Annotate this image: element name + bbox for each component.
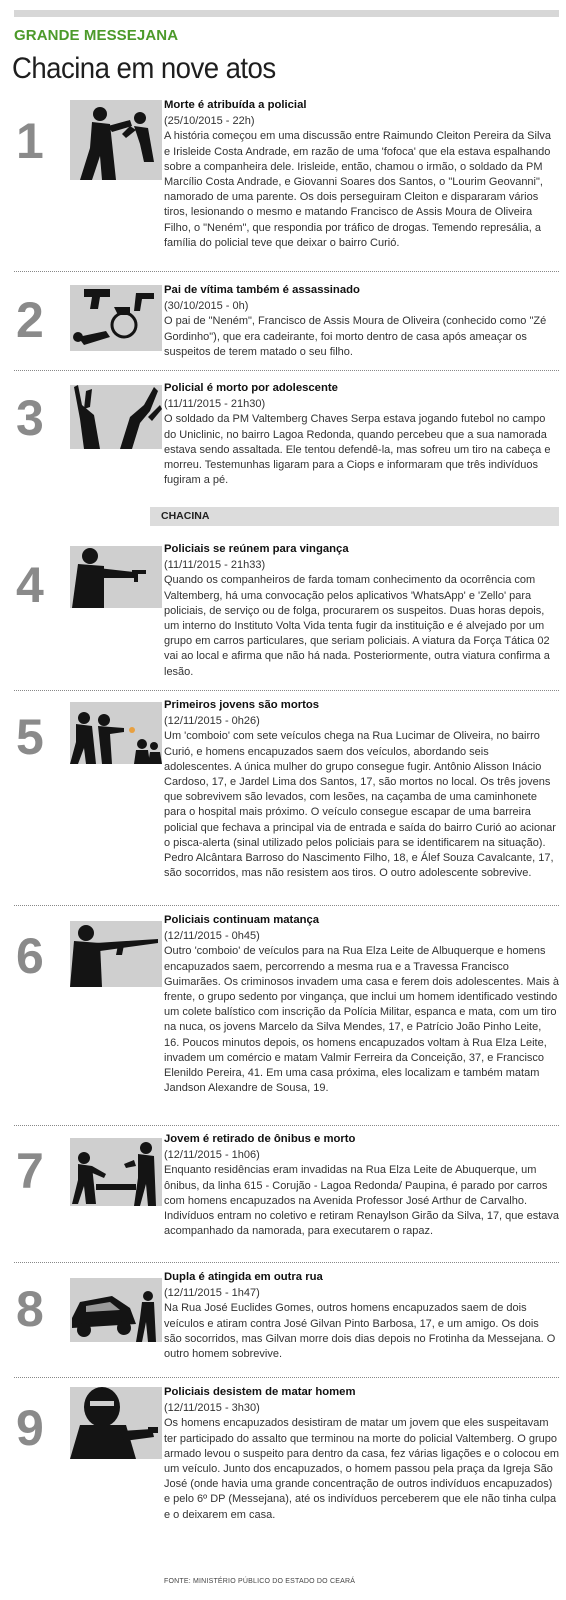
entry-date: (12/11/2015 - 1h06): [164, 1149, 260, 1162]
divider: [14, 370, 559, 371]
entry-title: Pai de vítima também é assassinado: [164, 284, 360, 296]
car-attack-icon: [70, 1278, 162, 1342]
fight-silhouette-icon: [70, 100, 162, 180]
source-credit: FONTE: MINISTÉRIO PÚBLICO DO ESTADO DO CEARÁ: [164, 1578, 356, 1585]
entry-title: Policiais desistem de matar homem: [164, 1386, 356, 1398]
entry-number: 7: [16, 1143, 44, 1199]
entry-body: O pai de "Neném", Francisco de Assis Moura de Oliveira (conhecido como "Zé Gordinho"), que era cadeirante, foi morto dentro de casa após ameaçar os suspeitos de terem matado o seu filho.: [164, 315, 547, 358]
entry-body: O soldado da PM Valtemberg Chaves Serpa estava jogando futebol no campo do Uniclinic, no bairro Lagoa Redonda, quando percebeu que a sua namorada estava sendo assaltada. Ele tentou defendê-la, mas sofreu um tiro na cabeça e morreu. Testemunhas ligaram para a Ciops e informaram que três indivíduos fugiram a pé.: [164, 413, 551, 487]
entry-date: (11/11/2015 - 21h33): [164, 559, 266, 572]
divider: [14, 1377, 559, 1378]
entry-title: Policiais se reúnem para vingança: [164, 543, 349, 555]
entry-number: 9: [16, 1400, 44, 1456]
divider: [14, 1125, 559, 1126]
wheelchair-victim-icon: [70, 285, 162, 351]
entry-number: 3: [16, 390, 44, 446]
entry-title: Policial é morto por adolescente: [164, 382, 338, 394]
entry-body: A história começou em uma discussão entre Raimundo Cleiton Pereira da Silva e Irisleide Costa Andrade, em razão de uma 'fofoca' que ela estava espalhando sobre a companheira dele. Irisleide, então, chamou o irmão, o soldado da PM Marcílio Costa Andrade, e Giovanni Soares dos Santos, o "Lourim Geovanni", namorado de uma parente. Os dois perseguiram Cleiton e dispararam vários tiros, lesionando o mesmo e matando Francisco de Assis Moura de Oliveira Filho, o "Neném", que respondia por tráfico de drogas. Temendo represália, a família do policial teve que deixar o bairro Curió.: [164, 130, 552, 249]
divider: [14, 271, 559, 272]
section-label: GRANDE MESSEJANA: [14, 27, 179, 44]
page-title: Chacina em nove atos: [12, 52, 276, 85]
entry-number: 2: [16, 292, 44, 348]
bus-removal-icon: [70, 1138, 162, 1206]
entry-number: 4: [16, 557, 44, 613]
raised-hands-icon: [70, 385, 162, 449]
entry-title: Primeiros jovens são mortos: [164, 699, 320, 711]
divider: [14, 1262, 559, 1263]
masked-man-icon: [70, 1387, 162, 1459]
top-rule: [14, 10, 559, 17]
entry-title: Dupla é atingida em outra rua: [164, 1271, 323, 1283]
entry-date: (12/11/2015 - 1h47): [164, 1287, 260, 1300]
entry-date: (12/11/2015 - 0h45): [164, 930, 260, 943]
entry-number: 8: [16, 1281, 44, 1337]
entry-body: Na Rua José Euclides Gomes, outros homens encapuzados saem de dois veículos e atiram contra José Gilvan Pinto Barbosa, 17, e um amigo. Os dois são socorridos, mas Gilvan morre dois dias depois no Frotinha da Messejana. O outro homem sobrevive.: [164, 1302, 556, 1361]
entry-date: (12/11/2015 - 0h26): [164, 715, 260, 728]
entry-body: Os homens encapuzados desistiram de matar um jovem que eles suspeitavam ter participado do assalto que terminou na morte do policial Valtemberg. O grupo armado levou o suspeito para dentro da casa, fez várias ligações e o colocou em um veículo. Junto dos encapuzados, o homem passou pela praça da Igreja São José (onde havia uma grande concentração de outros indivíduos encapuzados) e pelo 6º DP (Messejana), até os indivíduos perceberem que ele não tinha culpa e o deixarem em casa.: [164, 1417, 560, 1521]
entry-date: (30/10/2015 - 0h): [164, 300, 249, 313]
entry-date: (12/11/2015 - 3h30): [164, 1402, 260, 1415]
entry-title: Policiais continuam matança: [164, 914, 320, 926]
gunman-icon: [70, 546, 162, 608]
rifle-shooter-icon: [70, 921, 162, 987]
entry-date: (25/10/2015 - 22h): [164, 115, 255, 128]
shooting-group-icon: [70, 702, 162, 764]
entry-body: Enquanto residências eram invadidas na Rua Elza Leite de Abuquerque, um ônibus, da linha 615 - Corujão - Lagoa Redonda/ Paupina, é parado por carros com homens encapuzados na Avenida Professor José Arthur de Carvalho. Indivíduos entram no coletivo e retiram Renaylson Girão da Silva, 17, que estava acompanhado da namorada, para executarem o rapaz.: [164, 1164, 559, 1238]
chacina-band: CHACINA: [150, 507, 559, 526]
entry-body: Quando os companheiros de farda tomam conhecimento da ocorrência com Valtemberg, há uma convocação pelos aplicativos 'WhatsApp' e 'Zello' para policiais, de serviço ou de folga, procurarem os suspeitos. Duas horas depois, um interno do Instituto Volta Vida tenta fugir da instituição e é alvejado por um grupo em carros particulares, que seriam policiais. A viatura da Força Tática 02 vai ao local e afirma que não há nada. Posteriormente, outra viatura confirma a lesão.: [164, 574, 550, 678]
divider: [14, 690, 559, 691]
entry-number: 6: [16, 928, 44, 984]
entry-body: Outro 'comboio' de veículos para na Rua Elza Leite de Albuquerque e homens encapuzados saem, percorrendo a mesma rua e a Travessa Francisco Guimarães. Os criminosos invadem uma casa e ferem dois adolescentes. Mais à frente, o grupo sedento por vingança, que inclui um homem identificado vestindo um colete balístico com inscrição da Polícia Militar, espanca e mata, com um tiro na nuca, os jovens Marcelo da Silva Mendes, 17, e Patrício João Pinho Leite, 16. Poucos minutos depois, os homens encapuzados voltam à Rua Elza Leite, invadem um comércio e matam Valmir Ferreira da Conceição, 37, e Francisco Elenildo Pereira, 41. Em uma casa próxima, eles localizam e também matam Jandson Alexandre de Sousa, 19.: [164, 945, 559, 1095]
entry-date: (11/11/2015 - 21h30): [164, 398, 266, 411]
entry-body: Um 'comboio' com sete veículos chega na Rua Lucimar de Oliveira, no bairro Curió, e homens encapuzados saem dos veículos, abordando seis adolescentes. A única mulher do grupo consegue fugir. Antônio Alisson Inácio Cardoso, 17, e Jardel Lima dos Santos, 17, são mortos no local. Os três jovens que sobrevivem são levados, com lesões, na caçamba de uma caminhonete para o hospital mais próximo. O veículo consegue escapar de uma barreira policial que fechava a principal via de entrada e saída do bairro Curió ao acionar o pisca-alerta (sinal utilizado pelos policiais para se identificarem na situação). Pedro Alcântara Barroso do Nascimento Filho, 18, e Álef Souza Cavalcante, 17, são socorridos, mas não resistem aos tiros. O outro adolescente sobrevive.: [164, 730, 556, 880]
entry-title: Jovem é retirado de ônibus e morto: [164, 1133, 356, 1145]
entry-number: 1: [16, 113, 44, 169]
entry-title: Morte é atribuída a policial: [164, 99, 307, 111]
divider: [14, 905, 559, 906]
entry-number: 5: [16, 709, 44, 765]
